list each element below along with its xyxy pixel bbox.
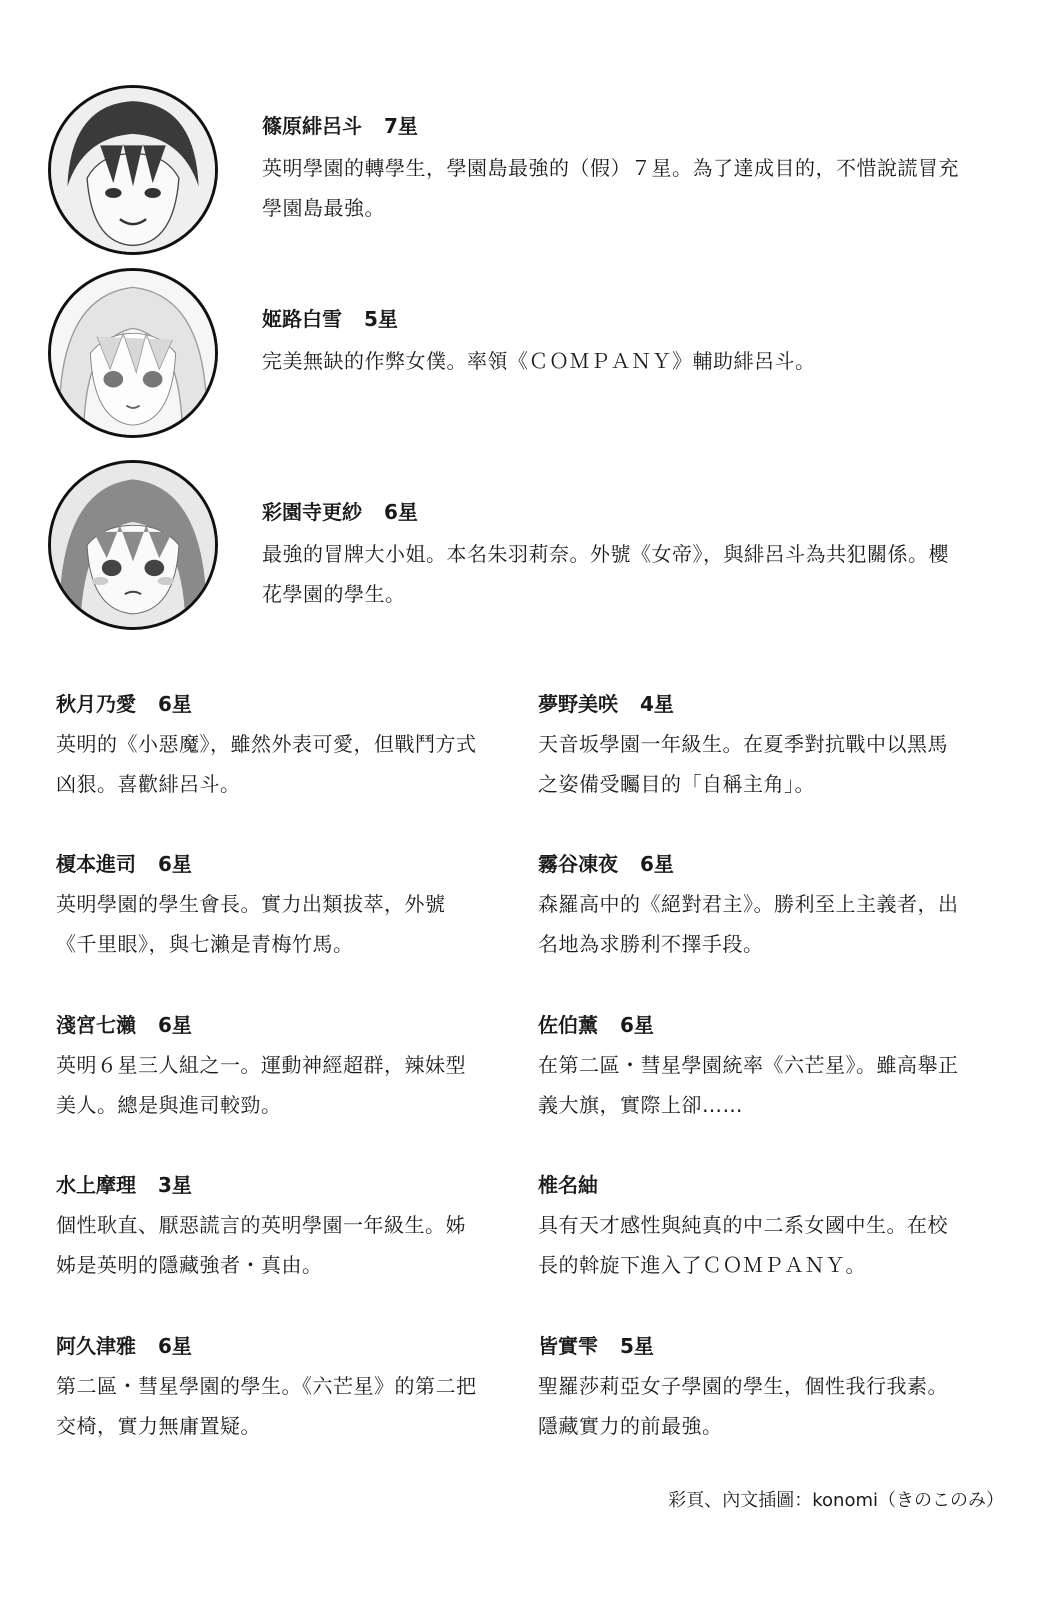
character-name (56, 1332, 486, 1360)
star-rank: 6星 (158, 692, 192, 716)
character-description: 聖羅莎莉亞女子學園的學生，個性我行我素。隱藏實力的前最強。 (538, 1374, 948, 1438)
entry-kaoru (538, 1011, 968, 1125)
entry-shinji (56, 850, 486, 964)
character-name (262, 305, 962, 333)
character-description: 個性耿直、厭惡謊言的英明學園一年級生。姊姊是英明的隱藏強者・真由。 (56, 1213, 466, 1277)
girl-dark-hair-portrait-icon (51, 463, 215, 627)
character-name (538, 1171, 968, 1199)
star-rank: 6星 (384, 500, 418, 524)
name-text: 阿久津雅 (56, 1334, 136, 1358)
character-description: 英明學園的學生會長。實力出類拔萃，外號《千里眼》，與七瀨是青梅竹馬。 (56, 892, 446, 956)
portrait-hiroto (48, 85, 218, 255)
name-text: 秋月乃愛 (56, 692, 136, 716)
star-rank: 7星 (384, 114, 418, 138)
portrait-sarasa (48, 460, 218, 630)
name-text: 霧谷凍夜 (538, 852, 618, 876)
star-rank: 6星 (620, 1013, 654, 1037)
character-name (56, 1011, 486, 1039)
character-description: 最強的冒牌大小姐。本名朱羽莉奈。外號《女帝》，與緋呂斗為共犯關係。櫻花學園的學生。 (262, 542, 949, 606)
name-text: 夢野美咲 (538, 692, 618, 716)
character-description: 英明６星三人組之一。運動神經超群，辣妹型美人。總是與進司較勁。 (56, 1053, 466, 1117)
star-rank: 4星 (640, 692, 674, 716)
character-name (538, 1011, 968, 1039)
character-description: 天音坂學園一年級生。在夏季對抗戰中以黑馬之姿備受矚目的「自稱主角」。 (538, 732, 948, 796)
character-name (538, 850, 968, 878)
name-text: 水上摩理 (56, 1173, 136, 1197)
character-description: 森羅高中的《絕對君主》。勝利至上主義者，出名地為求勝利不擇手段。 (538, 892, 959, 956)
entry-toya (538, 850, 968, 964)
name-text: 皆實雫 (538, 1334, 598, 1358)
entry-shizuku (538, 1332, 968, 1446)
character-name (262, 112, 962, 140)
entry-nanase (56, 1011, 486, 1125)
star-rank: 5星 (364, 307, 398, 331)
boy-portrait-icon (51, 88, 215, 252)
name-text: 淺宮七瀨 (56, 1013, 136, 1037)
character-name (56, 1171, 486, 1199)
main-entry-sarasa (262, 498, 962, 614)
name-text: 彩園寺更紗 (262, 500, 362, 524)
name-text: 佐伯薰 (538, 1013, 598, 1037)
name-text: 篠原緋呂斗 (262, 114, 362, 138)
girl-light-hair-portrait-icon (51, 271, 215, 435)
character-name (538, 690, 968, 718)
character-description: 完美無缺的作弊女僕。率領《ＣＯＭＰＡＮＹ》輔助緋呂斗。 (262, 349, 816, 373)
entry-noa (56, 690, 486, 804)
star-rank: 6星 (158, 852, 192, 876)
star-rank: 6星 (158, 1013, 192, 1037)
illustration-credit: 彩頁、內文插圖：konomi（きのこのみ） (668, 1490, 1004, 1511)
name-text: 姬路白雪 (262, 307, 342, 331)
character-description: 第二區・彗星學園的學生。《六芒星》的第二把交椅，實力無庸置疑。 (56, 1374, 477, 1438)
name-text: 榎本進司 (56, 852, 136, 876)
character-name (262, 498, 962, 526)
main-entry-hiroto (262, 112, 962, 228)
star-rank: 5星 (620, 1334, 654, 1358)
star-rank: 3星 (158, 1173, 192, 1197)
star-rank: 6星 (640, 852, 674, 876)
entry-mari (56, 1171, 486, 1285)
portrait-shirayuki (48, 268, 218, 438)
entry-misaki (538, 690, 968, 804)
character-name (56, 850, 486, 878)
entry-tsumugi (538, 1171, 968, 1285)
entry-miyabi (56, 1332, 486, 1446)
name-text: 椎名紬 (538, 1173, 598, 1197)
main-entry-shirayuki (262, 305, 962, 381)
character-description: 英明的《小惡魔》，雖然外表可愛，但戰鬥方式凶狠。喜歡緋呂斗。 (56, 732, 477, 796)
character-name (538, 1332, 968, 1360)
star-rank: 6星 (158, 1334, 192, 1358)
character-description: 英明學園的轉學生，學園島最強的（假）７星。為了達成目的，不惜說謊冒充學園島最強。 (262, 156, 959, 220)
character-name (56, 690, 486, 718)
character-description: 具有天才感性與純真的中二系女國中生。在校長的斡旋下進入了ＣＯＭＰＡＮＹ。 (538, 1213, 948, 1277)
character-description: 在第二區・彗星學園統率《六芒星》。雖高舉正義大旗，實際上卻…… (538, 1053, 959, 1117)
